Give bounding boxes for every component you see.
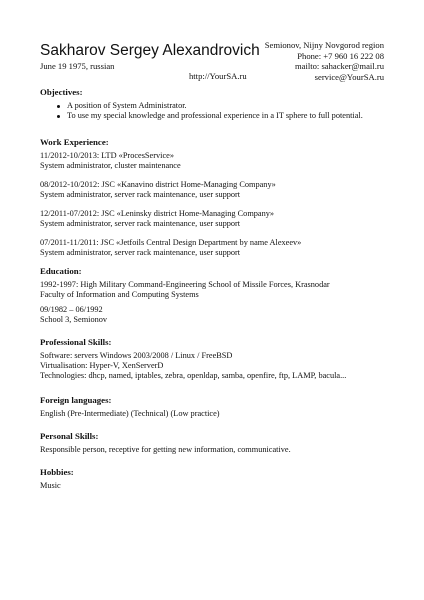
work-role: System administrator, server rack maintenance, user support (40, 248, 241, 257)
work-period: 12/2011-07/2012: JSC «Leninsky district Home-Managing Company» (40, 209, 275, 218)
email-link-primary[interactable]: mailto: sahacker@mail.ru (294, 61, 384, 71)
education-line: School 3, Semionov (40, 315, 108, 324)
personal-skills-heading: Personal Skills: (40, 431, 99, 441)
work-entry (40, 238, 301, 258)
objectives-list (55, 101, 363, 121)
resume-header (40, 40, 384, 84)
objectives-heading: Objectives: (40, 87, 83, 97)
education-line: 09/1982 – 06/1992 (40, 305, 103, 314)
languages-text: English (Pre-Intermediate) (Technical) (Low practice) (40, 409, 220, 418)
education-entry (40, 305, 107, 325)
location: Semionov, Nijny Novgorod region (264, 40, 384, 50)
professional-skills-block (40, 351, 346, 381)
work-entry (40, 151, 181, 171)
work-entry (40, 180, 276, 200)
work-heading: Work Experience: (40, 137, 109, 147)
list-item: A position of System Administrator. (55, 101, 363, 111)
education-line: 1992-1997: High Military Command-Engineering School of Missile Forces, Krasnodar (40, 280, 330, 289)
skill-line: Virtualisation: Hyper-V, XenServerD (40, 361, 164, 370)
work-role: System administrator, cluster maintenance (40, 161, 181, 170)
professional-skills-heading: Professional Skills: (40, 337, 112, 347)
hobbies-heading: Hobbies: (40, 467, 74, 477)
personal-skills-text: Responsible person, receptive for getting new information, communicative. (40, 445, 291, 454)
contact-block (265, 40, 384, 82)
education-line: Faculty of Information and Computing Systems (40, 290, 199, 299)
list-item: To use my special knowledge and professional experience in a IT sphere to full potential. (55, 111, 363, 121)
candidate-name: Sakharov Sergey Alexandrovich (40, 42, 260, 59)
bullet-icon (57, 105, 60, 108)
work-period: 07/2011-11/2011: JSC «Jetfoils Central Design Department by name Alexeev» (40, 238, 302, 247)
website-link[interactable]: http://YourSA.ru (189, 71, 247, 81)
work-period: 08/2012-10/2012: JSC «Kanavino district Home-Managing Company» (40, 180, 276, 189)
work-role: System administrator, server rack maintenance, user support (40, 190, 241, 199)
bullet-icon (57, 115, 60, 118)
work-period: 11/2012-10/2013: LTD «ProcesService» (40, 151, 174, 160)
education-entry (40, 280, 330, 300)
languages-heading: Foreign languages: (40, 395, 112, 405)
email-link-secondary[interactable]: service@YourSA.ru (314, 71, 384, 82)
skill-line: Technologies: dhcp, named, iptables, zebra, openldap, samba, openfire, ftp, LAMP, bacula... (40, 371, 347, 380)
work-entry (40, 209, 274, 229)
birth-info: June 19 1975, russian (40, 61, 115, 71)
phone: Phone: +7 960 16 222 08 (297, 50, 384, 61)
skill-line: Software: servers Windows 2003/2008 / Linux / FreeBSD (40, 351, 233, 360)
work-role: System administrator, server rack maintenance, user support (40, 219, 241, 228)
education-heading: Education: (40, 266, 82, 276)
hobbies-text: Music (40, 481, 61, 490)
